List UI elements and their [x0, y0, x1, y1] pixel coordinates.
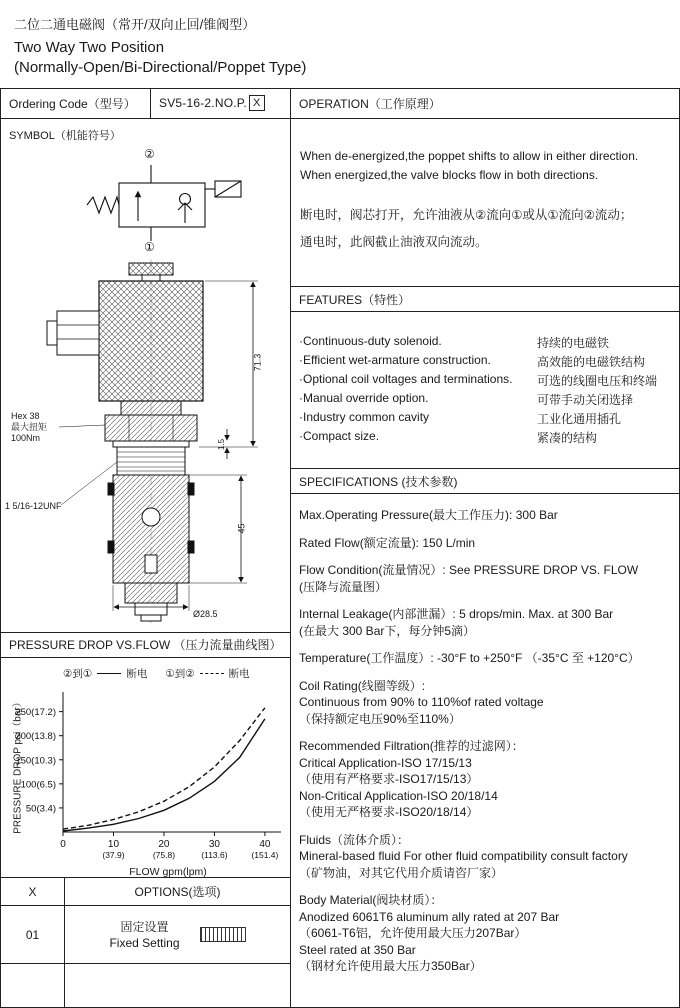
spec-line: Coil Rating(线圈等级）: — [299, 678, 426, 693]
svg-text:250(17.2): 250(17.2) — [15, 706, 56, 718]
features-list — [291, 312, 679, 468]
option-description-zh: 固定设置 — [120, 919, 169, 934]
legend-item — [63, 666, 147, 681]
option-placeholder-box: X — [249, 95, 265, 111]
operation-en-line1: When de-energized,the poppet shifts to allow in either direction. — [300, 149, 639, 163]
content-frame — [0, 88, 680, 1008]
legend-item — [165, 666, 249, 681]
legend-line-sample — [97, 673, 121, 674]
valve-cross-section-svg — [1, 259, 290, 627]
feature-item — [299, 372, 671, 391]
feature-en: ·Continuous-duty solenoid. — [299, 334, 442, 348]
spec-line: (在最大 300 Bar下，每分钟5滴） — [299, 623, 476, 638]
specifications-list — [291, 494, 679, 1007]
feature-item — [299, 429, 671, 448]
model-code: SV5-16-2.NO.P. — [159, 96, 247, 111]
legend-label: ①到② — [165, 667, 195, 680]
svg-text:(75.8): (75.8) — [152, 849, 176, 860]
operation-zh-line1: 断电时，阀芯打开，允许油液从②流向①或从①流向②流动； — [300, 208, 633, 222]
spec-item — [299, 650, 671, 667]
chart-y-axis-label: PRESSURE DROP psi（bar） — [12, 697, 24, 834]
operation-text — [291, 119, 679, 286]
svg-text:50(3.4): 50(3.4) — [25, 803, 56, 815]
spec-line: Max.Operating Pressure(最大工作压力): 300 Bar — [299, 508, 558, 522]
svg-text:100(6.5): 100(6.5) — [20, 779, 56, 791]
legend-label: ②到① — [63, 667, 93, 680]
spec-line: Internal Leakage(内部泄漏）: 5 drops/min. Max. at 300 Bar — [299, 607, 614, 621]
ordering-code-label: Ordering Code（型号） — [1, 89, 151, 118]
legend-line-sample — [200, 673, 224, 674]
specifications-header: SPECIFICATIONS (技术参数) — [291, 468, 679, 494]
spec-item — [299, 507, 671, 524]
operation-spacer — [300, 185, 669, 202]
option-description-en: Fixed Setting — [109, 935, 180, 950]
dim-1-5-label: 1.5 — [217, 438, 227, 450]
svg-text:20: 20 — [158, 838, 170, 850]
spec-item — [299, 606, 671, 639]
feature-zh: 高效能的电磁铁结构 — [537, 355, 646, 369]
spec-item — [299, 738, 671, 821]
ordering-code-band — [1, 89, 290, 119]
feature-en: ·Efficient wet-armature construction. — [299, 353, 491, 367]
spec-line: Flow Condition(流量情况）: See PRESSURE DROP VS. FLOW — [299, 563, 639, 577]
feature-en: ·Compact size. — [299, 429, 380, 443]
svg-text:30: 30 — [208, 838, 220, 850]
legend-state: 断电 — [126, 667, 148, 680]
symbol-label: SYMBOL（机能符号） — [9, 129, 121, 142]
spec-item — [299, 892, 671, 975]
spec-line: Continuous from 90% to 110%of rated voltage — [299, 695, 544, 709]
operation-header: OPERATION（工作原理） — [291, 89, 679, 119]
spec-line: Fluids（流体介质）： — [299, 832, 410, 847]
svg-text:0: 0 — [60, 838, 66, 850]
operation-en-line2: When energized,the valve blocks flow in both directions. — [300, 168, 599, 182]
svg-text:(37.9): (37.9) — [102, 849, 125, 860]
spec-line: Anodized 6061T6 aluminum ally rated at 207 Bar — [299, 909, 560, 924]
valve-symbol-drawing — [1, 145, 290, 257]
torque-value-label: 100Nm — [11, 432, 41, 443]
feature-item — [299, 391, 671, 410]
spec-line: Recommended Filtration(推荐的过滤网）： — [299, 739, 524, 753]
feature-item — [299, 334, 671, 353]
feature-en: ·Optional coil voltages and terminations. — [299, 372, 513, 386]
spec-line: Body Material(阀块材质）： — [299, 893, 443, 907]
feature-zh: 可带手动关闭选择 — [537, 393, 634, 407]
svg-text:200(13.8): 200(13.8) — [15, 730, 56, 742]
left-column — [1, 89, 291, 1007]
option-description — [109, 919, 179, 951]
spec-item — [299, 562, 671, 595]
spec-line: Critical Application-ISO 17/15/13 — [299, 755, 472, 770]
features-header: FEATURES（特性） — [291, 286, 679, 312]
symbol-section — [1, 119, 290, 632]
options-table-row — [1, 906, 290, 964]
fixed-setting-icon — [200, 927, 246, 942]
pressure-drop-header: PRESSURE DROP VS.FLOW （压力流量曲线图） — [1, 632, 290, 658]
options-table-header — [1, 878, 290, 906]
spec-line: （矿物油，对其它代用介质请咨厂家） — [299, 865, 504, 880]
spec-line: Steel rated at 350 Bar — [299, 942, 416, 957]
spec-line: (压降与流量图） — [299, 579, 387, 594]
hex-size-label: Hex 38 — [11, 410, 40, 421]
feature-zh: 工业化通用插孔 — [537, 412, 622, 426]
feature-zh: 持续的电磁铁 — [537, 336, 610, 350]
port-2-label: ② — [144, 146, 155, 161]
legend-state: 断电 — [228, 667, 250, 680]
spec-line: （钢材允许使用最大压力350Bar） — [299, 959, 482, 973]
page-header — [0, 0, 680, 88]
svg-text:(113.6): (113.6) — [201, 849, 228, 860]
spec-line: Non-Critical Application-ISO 20/18/14 — [299, 788, 498, 803]
spec-line: （使用无严格要求-ISO20/18/14） — [299, 805, 479, 819]
spec-line: Mineral-based fluid For other fluid compatibility consult factory — [299, 849, 628, 863]
thread-spec-label: 1 5/16-12UNF — [5, 500, 62, 511]
feature-zh: 紧凑的结构 — [537, 431, 598, 445]
operation-zh-line2: 通电时，此阀截止油液双向流动。 — [300, 235, 488, 249]
feature-zh: 可选的线圈电压和终端 — [537, 374, 658, 388]
max-torque-label: 最大扭矩 — [11, 421, 48, 432]
title-chinese: 二位二通电磁阀（常开/双向止回/锥阀型） — [14, 17, 256, 32]
chart-legend — [63, 666, 250, 681]
option-value-cell — [65, 906, 290, 963]
port-1-label: ① — [144, 239, 155, 254]
pressure-drop-chart — [1, 680, 291, 865]
dim-71-3-label: 71.3 — [252, 353, 263, 372]
spec-item — [299, 832, 671, 882]
right-column — [291, 89, 679, 1007]
pressure-drop-chart-area — [1, 658, 290, 878]
title-english-line2: (Normally-Open/Bi-Directional/Poppet Type) — [14, 59, 307, 76]
spec-line: Temperature(工作温度）: -30°F to +250°F （-35°C 至 +120°C） — [299, 651, 640, 665]
spec-line: （使用有严格要求-ISO17/15/13） — [299, 772, 479, 786]
dim-diameter-label: Ø28.5 — [193, 608, 218, 619]
dim-45-label: 45 — [236, 523, 247, 534]
spec-line: （6061-T6铝，允许使用最大压力207Bar） — [299, 926, 527, 940]
svg-text:150(10.3): 150(10.3) — [15, 755, 56, 767]
feature-en: ·Manual override option. — [299, 391, 429, 405]
options-table-empty-row — [1, 964, 290, 1007]
spec-line: Rated Flow(额定流量): 150 L/min — [299, 535, 476, 550]
spec-item — [299, 535, 671, 552]
svg-text:40: 40 — [259, 838, 271, 850]
spec-item — [299, 678, 671, 728]
ordering-code-value — [151, 95, 265, 111]
chart-x-axis-label: FLOW gpm(lpm) — [129, 865, 207, 878]
svg-text:10: 10 — [107, 838, 120, 850]
title-english-line1: Two Way Two Position — [14, 39, 165, 56]
options-col-x-header: X — [1, 878, 65, 905]
empty-code-cell — [1, 964, 65, 1007]
svg-text:(151.4): (151.4) — [251, 849, 279, 860]
option-code-cell: 01 — [1, 906, 65, 963]
valve-cross-section-drawing — [1, 259, 290, 627]
spec-line: （保持额定电压90%至110%） — [299, 711, 461, 726]
feature-item — [299, 410, 671, 429]
feature-en: ·Industry common cavity — [299, 410, 430, 424]
feature-item — [299, 353, 671, 372]
options-col-title-header: OPTIONS(选项) — [134, 885, 221, 900]
empty-value-cell — [65, 964, 290, 1007]
options-table — [1, 877, 290, 1007]
